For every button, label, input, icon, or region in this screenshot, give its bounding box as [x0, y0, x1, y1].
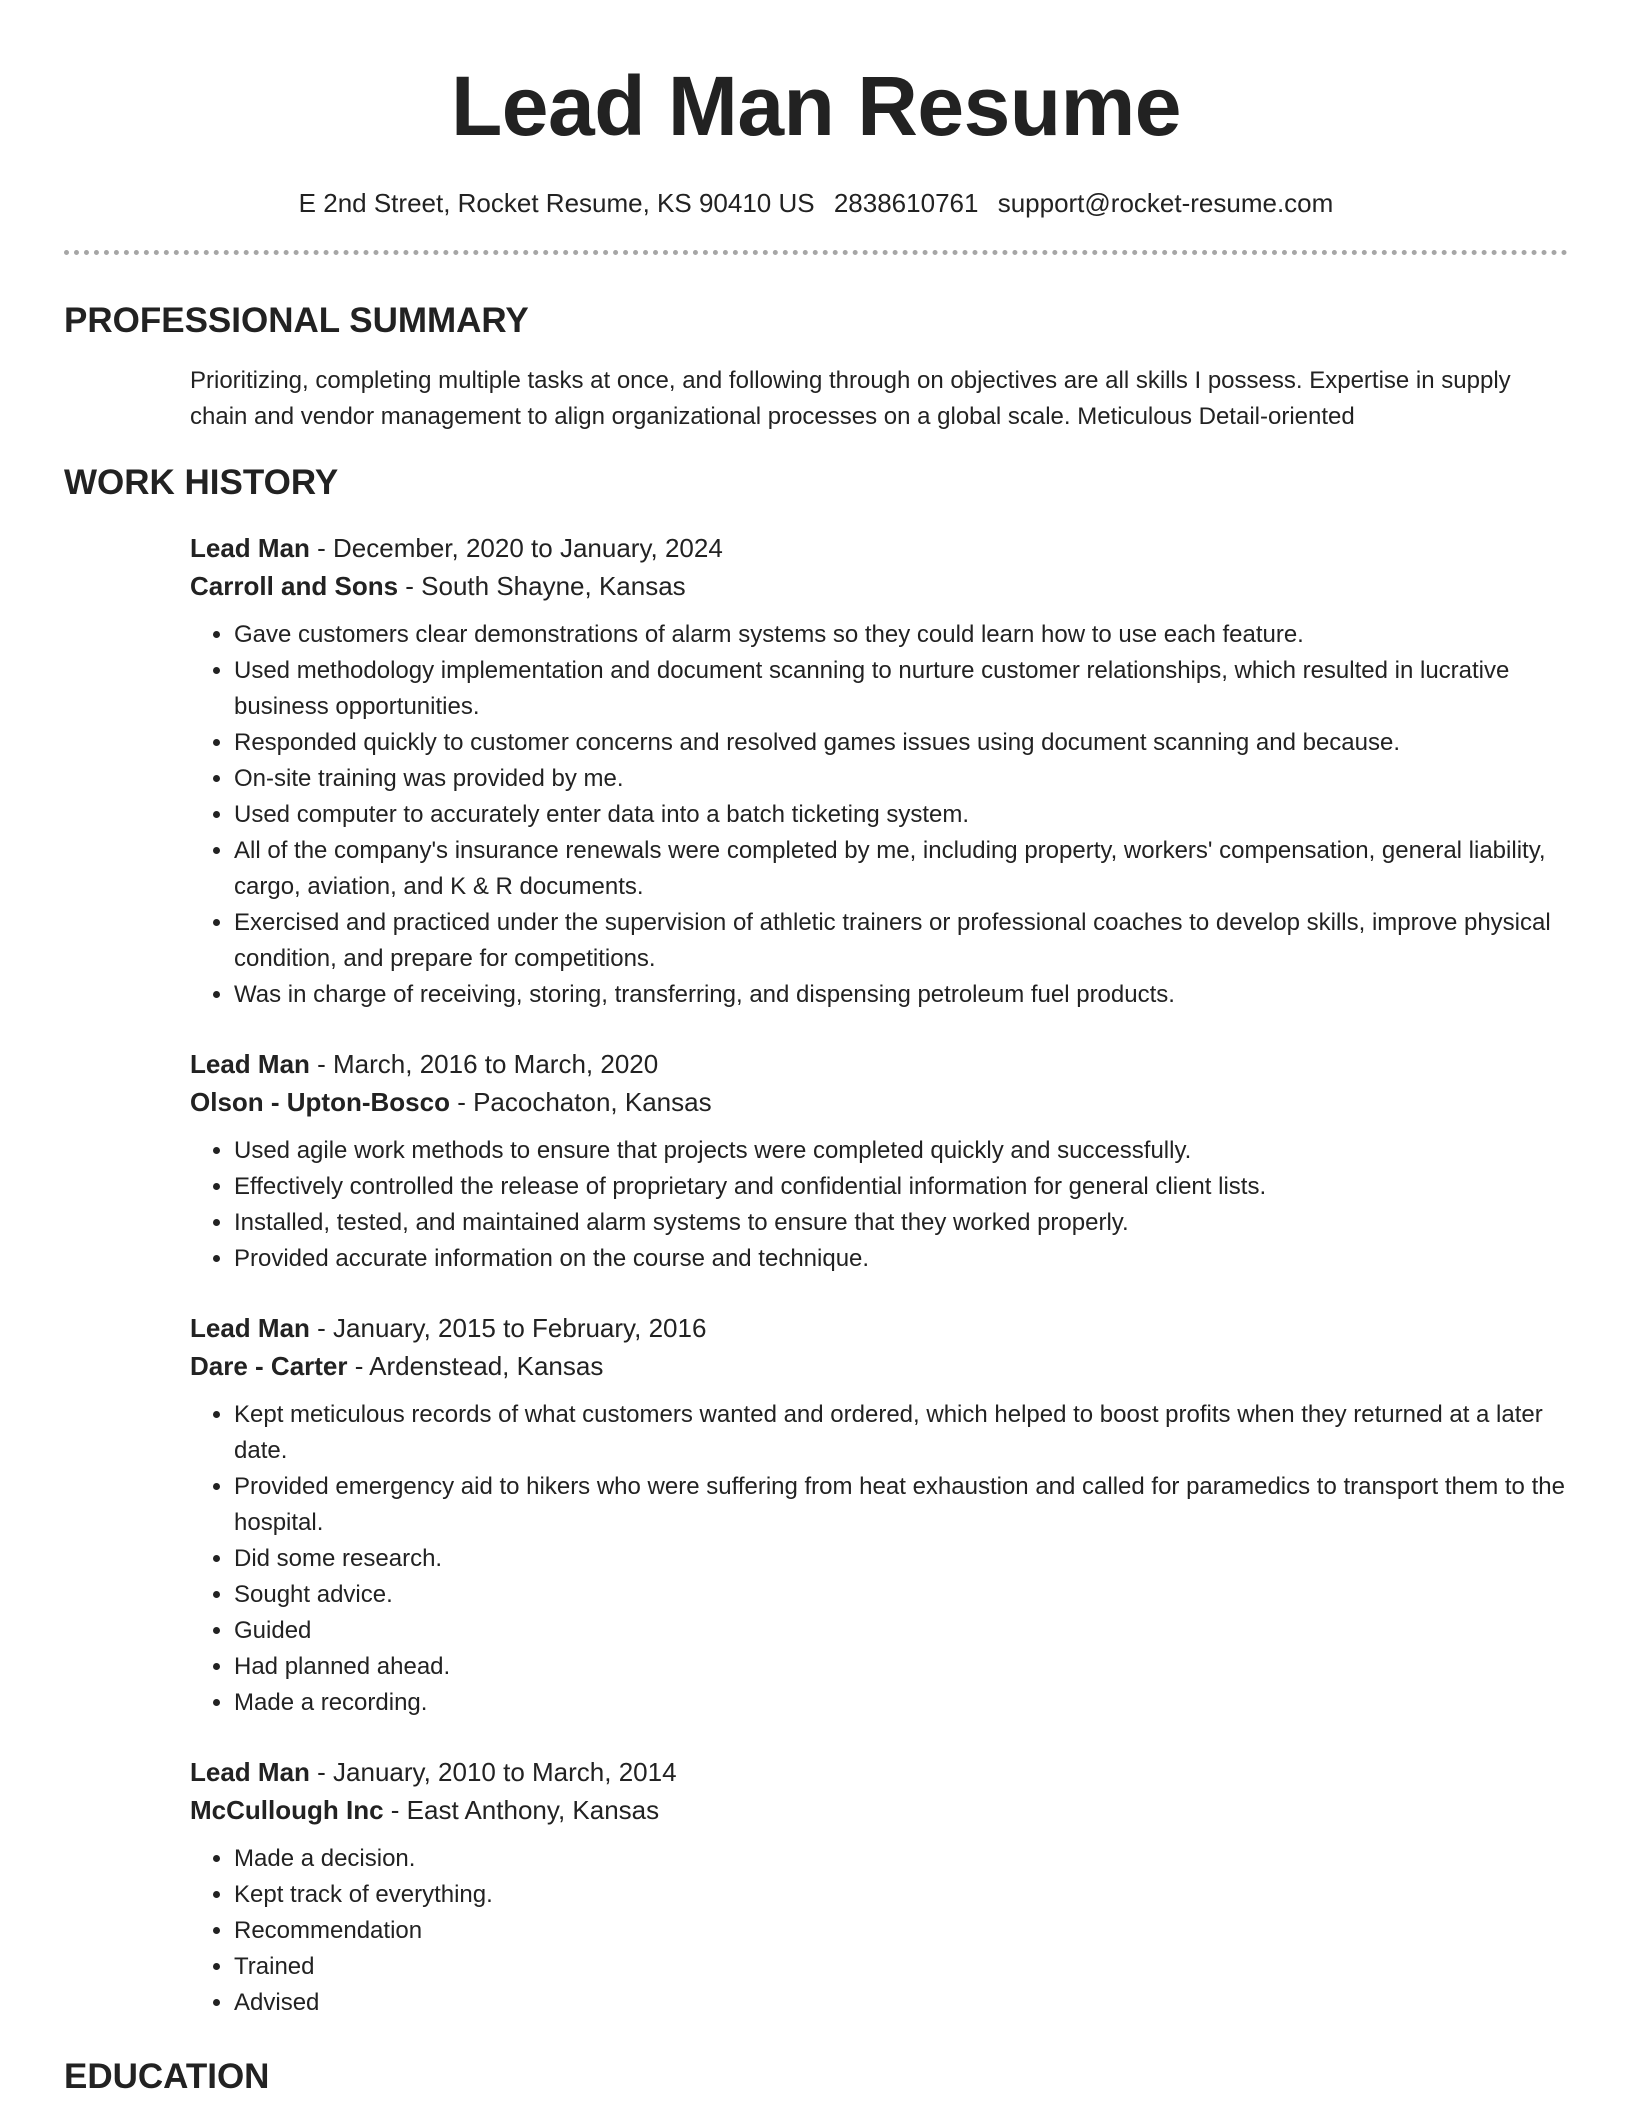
contact-email: support@rocket-resume.com [997, 188, 1334, 218]
job-company-line [190, 1083, 1568, 1121]
job-bullet: • Kept track of everything. [234, 1877, 1568, 1913]
resume-page [64, 0, 1568, 2097]
job-bullet: • Exercised and practiced under the supervision of athletic trainers or professional coaches to develop skills, improve physical condition, and prepare for competitions. [234, 905, 1568, 977]
job-bullet: • Trained [234, 1949, 1568, 1985]
contact-address: E 2nd Street, Rocket Resume, KS 90410 US [298, 188, 815, 218]
job-title: Lead Man [190, 1049, 310, 1079]
job-company-line [190, 1347, 1568, 1385]
job-bullet: • Provided accurate information on the course and technique. [234, 1241, 1568, 1277]
job-bullet: • Used computer to accurately enter data into a batch ticketing system. [234, 797, 1568, 833]
job-bullet: • Used agile work methods to ensure that projects were completed quickly and successfully. [234, 1133, 1568, 1169]
job-bullets [190, 1397, 1568, 1721]
job-title-line [190, 1045, 1568, 1083]
job-bullet: • Made a decision. [234, 1841, 1568, 1877]
job-bullet: • Recommendation [234, 1913, 1568, 1949]
job-bullet: • Effectively controlled the release of proprietary and confidential information for general client lists. [234, 1169, 1568, 1205]
job-company: Dare - Carter [190, 1351, 348, 1381]
job-bullet: • Was in charge of receiving, storing, transferring, and dispensing petroleum fuel products. [234, 977, 1568, 1013]
job-bullet: • Made a recording. [234, 1685, 1568, 1721]
contact-phone: 2838610761 [833, 188, 979, 218]
contact-info [64, 188, 1568, 218]
job-dates: - March, 2016 to March, 2020 [309, 1049, 659, 1079]
job-bullet: • Used methodology implementation and document scanning to nurture customer relationships, which resulted in lucrative business opportunities. [234, 653, 1568, 725]
job-entry [190, 1309, 1568, 1721]
job-title-line [190, 1309, 1568, 1347]
job-company: Carroll and Sons [190, 571, 399, 601]
job-title-line [190, 1753, 1568, 1791]
job-bullet: • On-site training was provided by me. [234, 761, 1568, 797]
job-dates: - January, 2015 to February, 2016 [309, 1313, 707, 1343]
header-divider [64, 250, 1568, 255]
job-bullet: • Installed, tested, and maintained alarm systems to ensure that they worked properly. [234, 1205, 1568, 1241]
job-bullet: • All of the company's insurance renewals were completed by me, including property, workers' compensation, general liability, cargo, aviation, and K & R documents. [234, 833, 1568, 905]
job-bullet: • Provided emergency aid to hikers who were suffering from heat exhaustion and called for paramedics to transport them to the hospital. [234, 1469, 1568, 1541]
job-location: - Ardenstead, Kansas [347, 1351, 604, 1381]
summary-heading: PROFESSIONAL SUMMARY [64, 301, 529, 340]
job-location: - Pacochaton, Kansas [449, 1087, 712, 1117]
job-company: Olson - Upton-Bosco [190, 1087, 450, 1117]
education-heading: EDUCATION [64, 2057, 270, 2096]
job-bullet: • Guided [234, 1613, 1568, 1649]
job-bullets [190, 1841, 1568, 2021]
job-title-line [190, 529, 1568, 567]
job-dates: - January, 2010 to March, 2014 [309, 1757, 677, 1787]
job-company-line [190, 567, 1568, 605]
summary-text: Prioritizing, completing multiple tasks at once, and following through on objectives are all skills I possess. Expertise in supply chain and vendor management to align organizational processes on a global scale. Meticulous Detail-oriented [190, 367, 1511, 430]
job-company: McCullough Inc [190, 1795, 384, 1825]
job-title: Lead Man [190, 1313, 310, 1343]
job-title: Lead Man [190, 1757, 310, 1787]
job-location: - East Anthony, Kansas [383, 1795, 660, 1825]
job-bullet: • Sought advice. [234, 1577, 1568, 1613]
job-bullets [190, 617, 1568, 1013]
job-title: Lead Man [190, 533, 310, 563]
work-history-heading: WORK HISTORY [64, 463, 339, 502]
job-bullet: • Responded quickly to customer concerns and resolved games issues using document scanning and because. [234, 725, 1568, 761]
job-bullet: • Did some research. [234, 1541, 1568, 1577]
job-bullet: • Kept meticulous records of what customers wanted and ordered, which helped to boost profits when they returned at a later date. [234, 1397, 1568, 1469]
job-dates: - December, 2020 to January, 2024 [309, 533, 723, 563]
job-bullet: • Had planned ahead. [234, 1649, 1568, 1685]
job-entry [190, 1753, 1568, 2021]
job-bullet: • Advised [234, 1985, 1568, 2021]
job-location: - South Shayne, Kansas [398, 571, 686, 601]
job-entry [190, 1045, 1568, 1277]
job-entry [190, 529, 1568, 1013]
job-bullet: • Gave customers clear demonstrations of alarm systems so they could learn how to use each feature. [234, 617, 1568, 653]
job-company-line [190, 1791, 1568, 1829]
job-bullets [190, 1133, 1568, 1277]
page-title: Lead Man Resume [450, 59, 1182, 153]
